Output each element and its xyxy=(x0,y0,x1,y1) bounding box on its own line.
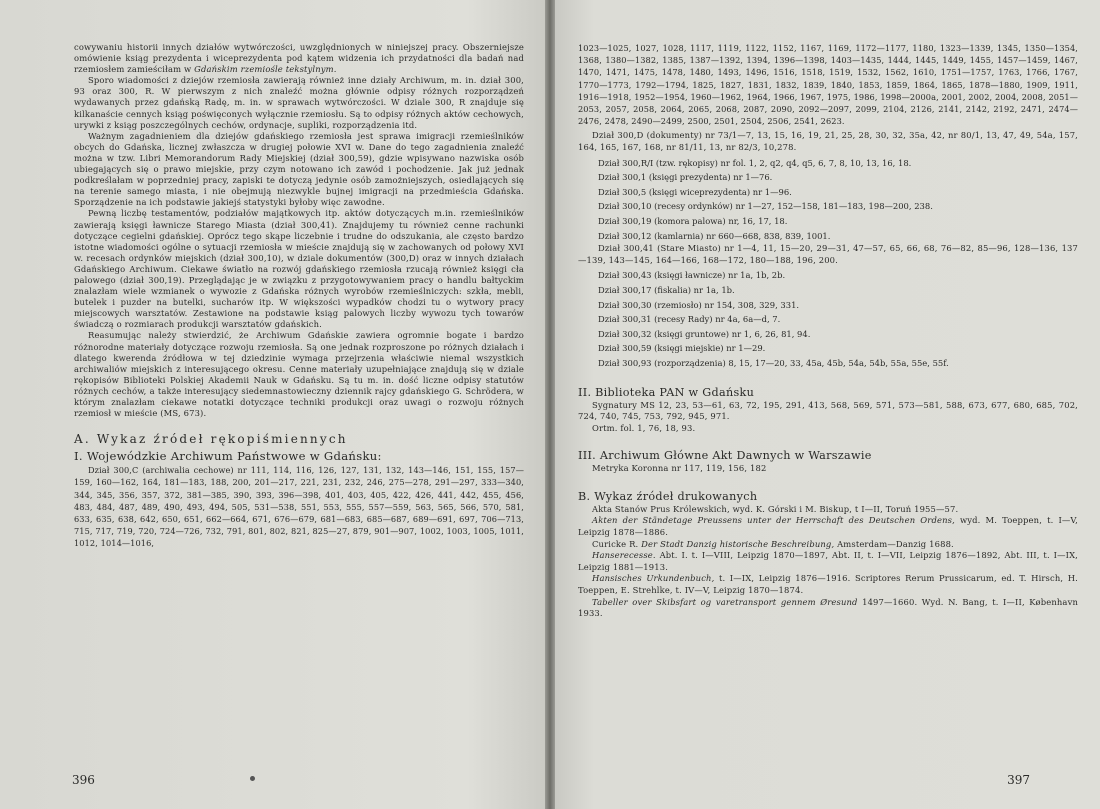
heading-archiwum-glowne: III. Archiwum Główne Akt Dawnych w Warszawie xyxy=(578,449,872,463)
dzial-d-entry: Dział 300,D (dokumenty) nr 73/1—7, 13, 15, 16, 19, 21, 25, 28, 30, 32, 35a, 42, nr 80/1, 13, 47, 49, 54a, 157, 164, 165, 167, 168, nr 81/11, 13, nr 82/3, 10,278. xyxy=(578,130,1078,153)
dzial-list-2 xyxy=(578,268,1078,370)
paragraph: Sporo wiadomości z dziejów rzemiosła zawierają również inne działy Archiwum, m. in. dział 300, 93 oraz 300, R. W pierwszym z nich znaleźć można głównie odpisy różnych rozporządzeń wydawanych przez gdańską Radę, m. in. w sprawach wytwórczości. W dziale 300, R znajduje się kilkanaście cennych ksiąg poświęconych wyłącznie rzemiosłu. Są to odpisy różnych aktów cechowych, urywki z ksiąg poszczególnych cechów, ordynacje, supliki, rozporządzenia itd. xyxy=(74,75,524,130)
heading-manuscript-sources: A. Wykaz źródeł rękopiśmiennych xyxy=(74,432,348,447)
list-item: Dział 300,30 (rzemiosło) nr 154, 308, 329, 331. xyxy=(598,299,800,310)
paragraph: Ważnym zagadnieniem dla dziejów gdańskiego rzemiosła jest sprawa imigracji rzemieślników obcych do Gdańska, licznej zwłaszcza w drugiej połowie XVI w. Dane do tego zagadnienia znaleźć można w tzw. Libri Memorandorum Rady Miejskiej (dział 300,59), gdzie wpisywano nazwiska osób ubiegających się o prawo miejskie, przy czym notowano ich zawód i pochodzenie. Jak już jednak podkreślałam w poprzedniej pracy, zapiski te dotyczą jedynie osób zamożniejszych, osiedlających się na terenie samego miasta, i nie obejmują niezwykle bujnej imigracji na przedmieścia Gdańska. Sporządzenie na ich podstawie jakiejś statystyki byłoby więc zawodne. xyxy=(74,130,524,208)
list-item: Dział 300,32 (księgi gruntowe) nr 1, 6, 26, 81, 94. xyxy=(598,328,811,339)
paragraph: Reasumując należy stwierdzić, że Archiwum Gdańskie zawiera ogromnie bogate i bardzo różnorodne materiały dotyczące rozwoju rzemiosła. Są one jednak rozproszone po różnych działach i dlatego kwerenda źródłowa w tej dziedzinie wymaga przejrzenia właściwie niemal wszystkich archiwaliów miejskich z interesującego okresu. Cenne materiały uzupełniające znajdują się w dziale rękopisów Biblioteki Polskiej Akademii Nauk w Gdańsku. Są tu m. in. dość liczne odpisy statutów różnych cechów, a także interesujący siedemnastowieczny dziennik rajcy gdańskiego G. Schrödera, w którym znalazłam ciekawe notatki dotyczące techniki produkcji oraz uwagi o rozwoju różnych rzemiosł w mieście (MS, 673). xyxy=(74,330,524,419)
right-page xyxy=(550,0,1100,809)
sygnatury-entry: Sygnatury MS 12, 23, 53—61, 63, 72, 195, 291, 413, 568, 569, 571, 573—581, 588, 673, 677, 680, 685, 702, 724, 740, 745, 753, 792, 945, 971. xyxy=(578,399,1078,422)
list-item: Dział 300,17 (fiskalia) nr 1a, 1b. xyxy=(598,284,735,295)
ortm-entry: Ortm. fol. 1, 76, 18, 93. xyxy=(592,422,696,433)
printed-source: Akta Stanów Prus Królewskich, wyd. K. Górski i M. Biskup, t I—II, Toruń 1955—57. xyxy=(592,503,959,514)
list-item: Dział 300,5 (księgi wiceprezydenta) nr 1—96. xyxy=(598,186,792,197)
printed-source: Akten der Ständetage Preussens unter der Herrschaft des Deutschen Ordens, wyd. M. Toeppen, t. I—V, Leipzig 1878—1886. xyxy=(578,515,1078,538)
printed-source: Tabeller over Skibsfart og varetransport gennem Øresund 1497—1660. Wyd. N. Bang, t. I—II, København 1933. xyxy=(578,596,1078,619)
heading-archive-gdansk: I. Wojewódzkie Archiwum Państwowe w Gdańsku: xyxy=(74,449,382,464)
printed-source: Hanserecesse. Abt. I. t. I—VIII, Leipzig 1870—1897, Abt. II, t. I—VII, Leipzig 1876—1892, Abt. III, t. I—IX, Leipzig 1881—1913. xyxy=(578,550,1078,572)
italic-reference: Gdańskim rzemiośle tekstylnym. xyxy=(194,64,337,75)
list-item: Dział 300,1 (księgi prezydenta) nr 1—76. xyxy=(598,172,773,183)
list-item: Dział 300,19 (komora palowa) nr, 16, 17, 18. xyxy=(598,215,788,226)
list-item: Dział 300,31 (recesy Rady) nr 4a, 6a—d, 7. xyxy=(598,314,781,325)
metryka-entry: Metryka Koronna nr 117, 119, 156, 182 xyxy=(592,463,767,474)
heading-printed-sources: B. Wykaz źródeł drukowanych xyxy=(578,489,758,503)
dzial-c-list: Dział 300,C (archiwalia cechowe) nr 111, 114, 116, 126, 127, 131, 132, 143—146, 151, 155, 157—159, 160—162, 164, 181—183, 188, 200, 201—217, 221, 231, 232, 246, 275—278, 291—297, 333—340, 344, 345, 356, 357, 372, 381—385, 390, 393, 396—398, 401, 403, 405, 422, 426, 441, 442, 455, 456, 483, 484, 487, 489, 490, 493, 494, 505, 531—538, 551, 553, 555, 557—559, 563, 565, 566, 570, 581, 633, 635, 638, 642, 650, 651, 662—664, 671, 676—679, 681—683, 685—687, 689—691, 697, 706—713, 715, 717, 719, 720, 724—726, 732, 791, 801, 802, 821, 825—27, 879, 901—907, 1002, 1003, 1005, 1011, 1012, 1014—1016, xyxy=(74,465,524,549)
printed-source: Curicke R. Der Stadt Danzig historische Beschreibung, Amsterdam—Danzig 1688. xyxy=(592,538,954,549)
list-item: Dział 300,R/I (tzw. rękopisy) nr fol. 1, 2, q2, q4, q5, 6, 7, 8, 10, 13, 16, 18. xyxy=(598,157,912,168)
heading-biblioteka-pan: II. Biblioteka PAN w Gdańsku xyxy=(578,385,755,399)
page-number-right: 397 xyxy=(1007,773,1030,787)
list-item: Dział 300,59 (księgi miejskie) nr 1—29. xyxy=(598,343,766,354)
dzial-c-continuation: 1023—1025, 1027, 1028, 1117, 1119, 1122, 1152, 1167, 1169, 1172—1177, 1180, 1323—1339, 1345, 1350—1354, 1368, 1380—1382, 1385, 1387—1392, 1394, 1396—1398, 1403—1435, 1444, 1445, 1449, 1455, 1457—1459, 1467, 1470, 1471, 1475, 1478, 1480, 1493, 1496, 1516, 1518, 1519, 1532, 1562, 1610, 1751—1757, 1763, 1766, 1767, 1770—1773, 1792—1794, 1825, 1827, 1831, 1832, 1839, 1840, 1853, 1859, 1864, 1865, 1878—1880, 1909, 1911, 1916—1918, 1952—1954, 1960—1962, 1964, 1966, 1967, 1975, 1986, 1998—2000a, 2001, 2002, 2004, 2008, 2051—2053, 2057, 2058, 2064, 2065, 2068, 2087, 2090, 2092—2097, 2099, 2104, 2126, 2141, 2142, 2192, 2471, 2474—2476, 2478, 2490—2499, 2500, 2501, 2504, 2506, 2541, 2623. xyxy=(578,43,1078,127)
list-item: Dział 300,43 (księgi ławnicze) nr 1a, 1b, 2b. xyxy=(598,270,786,281)
printed-source: Hansisches Urkundenbuch, t. I—IX, Leipzig 1876—1916. Scriptores Rerum Prussicarum, ed. T. Hirsch, H. Toeppen, E. Strehlke, t. IV—V, Leipzig 1870—1874. xyxy=(578,573,1078,596)
paragraph: cowywaniu historii innych działów wytwórczości, uwzględnionych w niniejszej pracy. Obszerniejsze omówienie ksiąg prezydenta i wiceprezydenta pod kątem widzenia ich przydatności dla badań nad rzemiosłem zamieściłam w Gdańskim rzemiośle tekstylnym. xyxy=(74,42,524,75)
page-number-left: 396 xyxy=(72,773,95,787)
list-item: Dział 300,93 (rozporządzenia) 8, 15, 17—20, 33, 45a, 45b, 54a, 54b, 55a, 55e, 55f. xyxy=(598,357,949,368)
decorative-dot xyxy=(250,776,255,781)
dzial-list-1 xyxy=(578,156,1078,244)
list-item: Dział 300,12 (kamlarnia) nr 660—668, 838, 839, 1001. xyxy=(598,230,831,241)
paragraph: Pewną liczbę testamentów, podziałów majątkowych itp. aktów dotyczących m.in. rzemieślników zawierają księgi ławnicze Starego Miasta (dział 300,41). Znajdujemy tu również cenne rachunki dotyczące cegielni gdańskiej. Oprócz tego skąpe liczebnie i trudne do odszukania, ale często bardzo istotne wiadomości ogólne o sytuacji rzemiosła w mieście znajdują się w zachowanych od połowy XVI w. recesach ordynków miejskich (dział 300,10), w dziale dokumentów (300,D) oraz w innych działach Gdańskiego Archiwum. Ciekawe światło na rozwój gdańskiego rzemiosła rzucają również księgi cła palowego (dział 300,19). Przeglądając je w związku z przygotowywaniem pracy o handlu bałtyckim znalazłam wiele wzmianek o wywozie z Gdańska różnych wyrobów rzemieślniczych: szkła, mebli, butelek i puzder na butelki, sucharów itp. W większości wypadków chodzi tu o wytwory pracy miejscowych warsztatów. Zestawione na podstawie ksiąg palowych liczby wywozu tych towarów świadczą o rozmiarach produkcji warsztatów gdańskich. xyxy=(74,208,524,330)
dzial-41-entry: Dział 300,41 (Stare Miasto) nr 1—4, 11, 15—20, 29—31, 47—57, 65, 66, 68, 76—82, 85—96, 128—136, 137—139, 143—145, 164—166, 168—172, 180—188, 196, 200. xyxy=(578,243,1078,265)
list-item: Dział 300,10 (recesy ordynków) nr 1—27, 152—158, 181—183, 198—200, 238. xyxy=(598,201,933,212)
book-gutter xyxy=(545,0,555,809)
